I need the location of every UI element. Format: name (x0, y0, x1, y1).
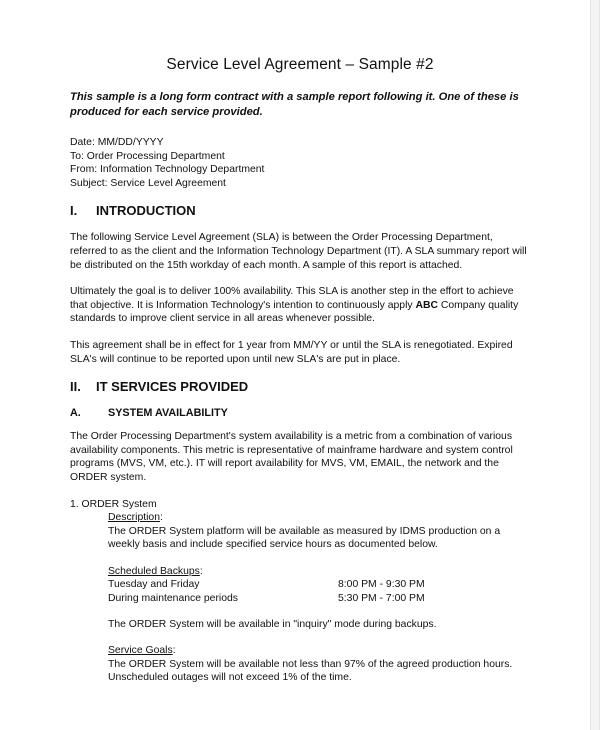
memo-subject: Subject: Service Level Agreement (70, 177, 226, 189)
goal-2: Unscheduled outages will not exceed 1% of the time. (108, 672, 352, 684)
abc-company-name: ABC (415, 299, 438, 311)
section-title: INTRODUCTION (96, 203, 196, 219)
intro-note: This sample is a long form contract with a sample report following it. One of these is produced for each service provided. (70, 91, 519, 118)
backups-label: Scheduled Backups (108, 565, 200, 577)
intro-paragraph-2 (70, 285, 530, 326)
subsection-heading-system-availability (70, 407, 530, 419)
backup-when: During maintenance periods (108, 593, 238, 605)
backup-time: 5:30 PM - 7:00 PM (338, 593, 425, 605)
section-heading-it-services (70, 379, 530, 394)
intro-paragraph-3: This agreement shall be in effect for 1 year from MM/YY or until the SLA is renegotiated. Expired SLA's will continue to be reported upon until new SLA's are put in place. (70, 339, 513, 365)
backup-row (108, 578, 530, 592)
document-title: Service Level Agreement – Sample #2 (166, 56, 434, 73)
inquiry-mode-text: The ORDER System will be available in "inquiry" mode during backups. (108, 618, 437, 630)
description-colon: : (159, 512, 163, 524)
backup-time: 8:00 PM - 9:30 PM (338, 579, 425, 591)
goal-1: The ORDER System will be available not less than 97% of the agreed production hours. (108, 658, 513, 670)
description-text: The ORDER System platform will be available as measured by IDMS production on a weekly basis and include specified service hours as documented below. (108, 525, 501, 551)
spacer (108, 606, 530, 618)
intro-paragraph-1: The following Service Level Agreement (SLA) is between the Order Processing Department, referred to as the client and the Information Technology Department (IT). A SLA summary report will be distributed on the 15th workday of each month. A sample of this report is attached. (70, 232, 527, 271)
backups-label-line (108, 565, 530, 579)
backups-colon: : (199, 565, 203, 577)
document-body (70, 56, 530, 685)
memo-to: To: Order Processing Department (70, 150, 225, 162)
goals-label: Service Goals (108, 645, 173, 657)
memo-from: From: Information Technology Department (70, 164, 265, 176)
scrollbar-track[interactable] (590, 0, 599, 730)
section-number: I. (70, 203, 78, 219)
order-system-item: 1. ORDER System (70, 498, 157, 510)
intro-paragraph-2-start: Ultimately the goal is to deliver 100% availability. This SLA is another step in the effort to achieve that objective. It is Information Technology's intention to continuously apply (70, 286, 514, 311)
goals-label-line (108, 644, 530, 658)
intro-paragraph-2-end: Company quality standards to improve client service in all areas whenever possible. (70, 299, 519, 325)
memo-header (70, 136, 530, 190)
subsection-number: A. (70, 407, 81, 420)
availability-paragraph: The Order Processing Department's system availability is a metric from a combination of various availability components. This metric is representative of mainframe hardware and system control programs (MVS, VM, etc.). IT will report availability for MVS, VM, EMAIL, the network and the ORDER system. (70, 431, 513, 483)
section-number: II. (70, 379, 81, 395)
backup-row (108, 592, 530, 606)
backup-when: Tuesday and Friday (108, 579, 200, 591)
section-heading-introduction (70, 203, 530, 218)
description-label-line (108, 511, 530, 525)
section-title: IT SERVICES PROVIDED (96, 379, 249, 395)
memo-date: Date: MM/DD/YYYY (70, 137, 164, 148)
goals-colon: : (172, 645, 176, 657)
order-system-details (108, 511, 530, 685)
subsection-title: SYSTEM AVAILABILITY (108, 407, 228, 420)
description-label: Description (108, 512, 160, 524)
